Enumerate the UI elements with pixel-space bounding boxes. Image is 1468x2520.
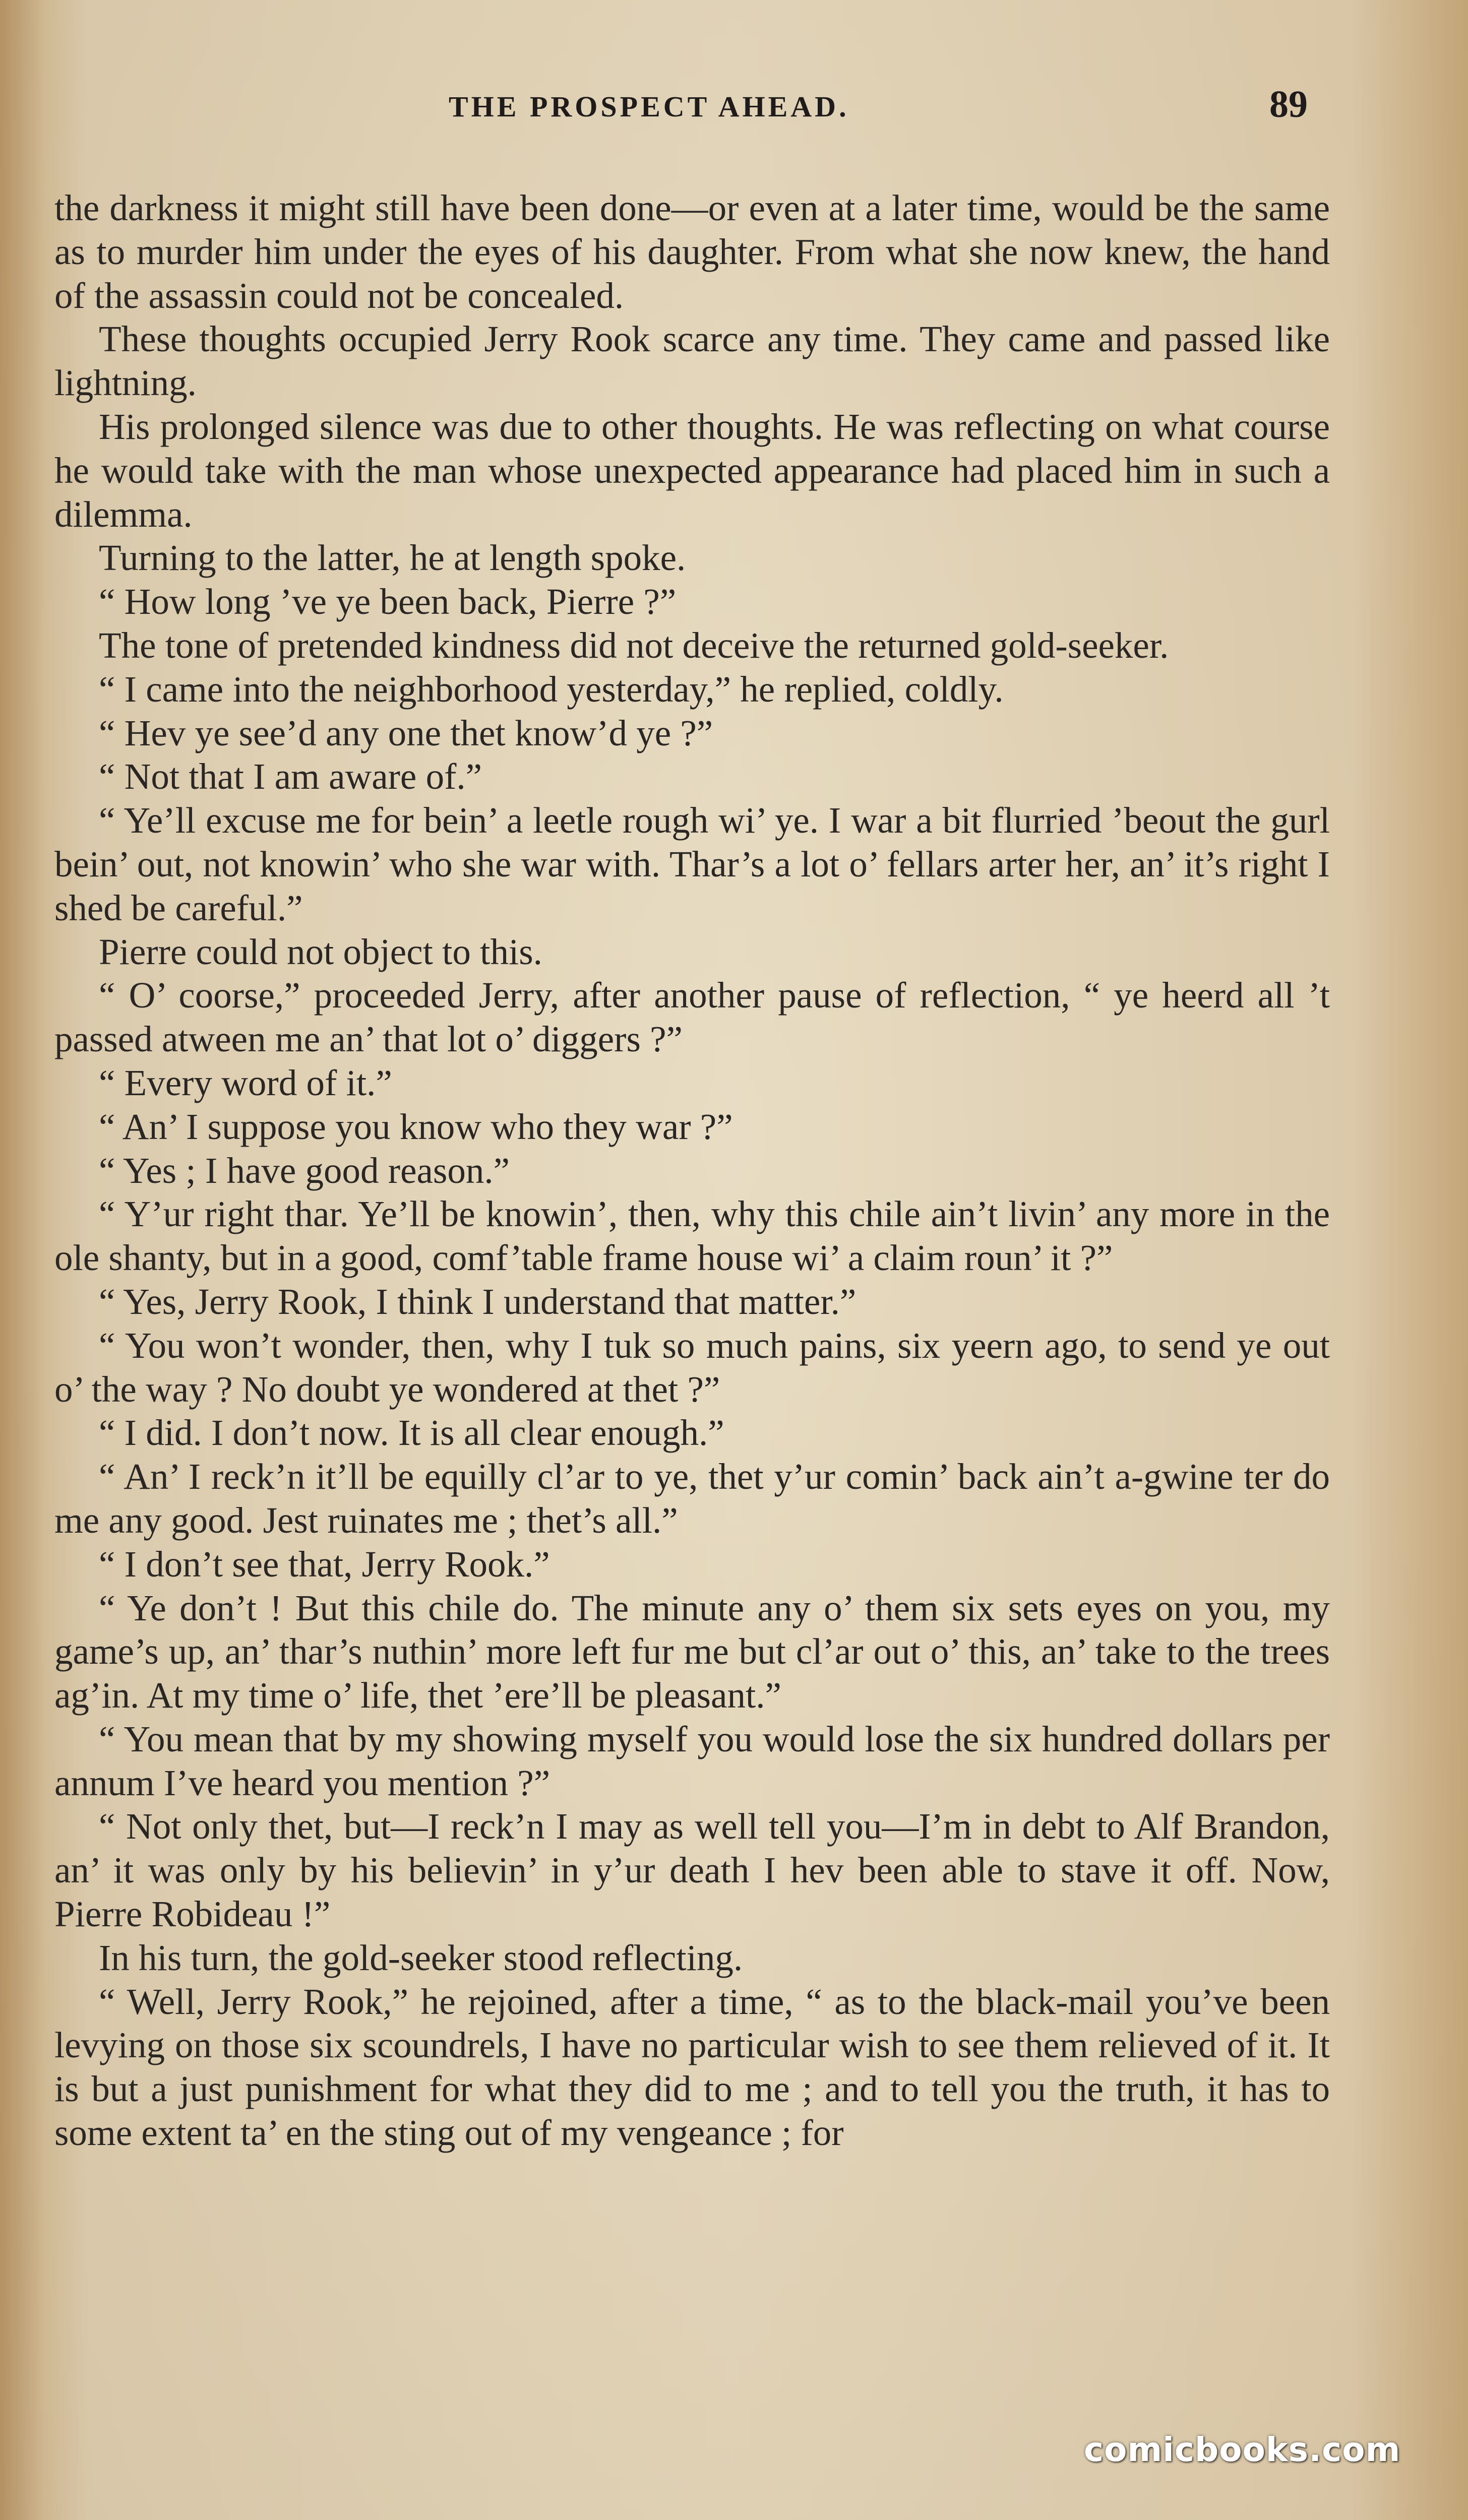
watermark-logo: comicbooks.com	[1084, 2430, 1401, 2469]
paragraph: “ I came into the neighborhood yesterday,” he replied, coldly.	[99, 668, 1004, 710]
paragraph: “ Ye don’t ! But this chile do. The minute any o’ them six sets eyes on you, my game’s up, an’ thar’s nuthin’ more left fur me but cl’ar out o’ this, an’ take to the trees ag’in. At my time o’ life, thet ’ere’ll be pleasant.”	[54, 1587, 1330, 1716]
paragraph: “ Ye’ll excuse me for bein’ a leetle rough wi’ ye. I war a bit flurried ’beout the gurl bein’ out, not knowin’ who she war with. Thar’s a lot o’ fellars arter her, an’ it’s right I shed be careful.”	[54, 800, 1330, 928]
body-text	[54, 186, 1330, 2155]
paragraph: “ Well, Jerry Rook,” he rejoined, after a time, “ as to the black-mail you’ve been levying on those six scoundrels, I have no particular wish to see them relieved of it. It is but a just punishment for what they did to me ; and to tell you the truth, it has to some extent ta’ en the sting out of my vengeance ; for	[54, 1981, 1330, 2154]
paragraph: “ I don’t see that, Jerry Rook.”	[99, 1543, 550, 1585]
paragraph: “ How long ’ve ye been back, Pierre ?”	[99, 581, 677, 622]
paragraph: “ Yes ; I have good reason.”	[99, 1150, 510, 1191]
page-edge-shadow	[0, 0, 45, 2520]
paragraph: His prolonged silence was due to other thoughts. He was reflecting on what course he would take with the man whose unexpected appearance had placed him in such a dilemma.	[54, 406, 1330, 535]
paragraph: “ An’ I suppose you know who they war ?”	[99, 1106, 733, 1147]
paragraph: “ O’ coorse,” proceeded Jerry, after another pause of reflection, “ ye heerd all ’t passed atween me an’ that lot o’ diggers ?”	[54, 975, 1330, 1060]
paragraph: the darkness it might still have been done—or even at a later time, would be the same as to murder him under the eyes of his daughter. From what she now knew, the hand of the assassin could not be concealed.	[54, 187, 1330, 316]
paragraph: “ An’ I reck’n it’ll be equilly cl’ar to ye, thet y’ur comin’ back ain’t a-gwine ter do me any good. Jest ruinates me ; thet’s all.”	[54, 1456, 1330, 1541]
paragraph: “ Yes, Jerry Rook, I think I understand that matter.”	[99, 1281, 857, 1322]
paragraph: “ Y’ur right thar. Ye’ll be knowin’, then, why this chile ain’t livin’ any more in the ole shanty, but in a good, comf’table frame house wi’ a claim roun’ it ?”	[54, 1193, 1330, 1279]
paragraph: In his turn, the gold-seeker stood reflecting.	[99, 1937, 743, 1978]
running-head	[0, 83, 1468, 135]
running-title: THE PROSPECT AHEAD.	[449, 90, 849, 123]
paragraph: “ Not that I am aware of.”	[99, 756, 482, 797]
paragraph: The tone of pretended kindness did not deceive the returned gold-seeker.	[99, 624, 1169, 666]
paragraph: “ You mean that by my showing myself you would lose the six hundred dollars per annum I’ve heard you mention ?”	[54, 1718, 1330, 1803]
paragraph: “ Every word of it.”	[99, 1062, 392, 1103]
paragraph: “ Hev ye see’d any one thet know’d ye ?”	[99, 712, 713, 753]
paragraph: “ Not only thet, but—I reck’n I may as well tell you—I’m in debt to Alf Brandon, an’ it was only by his believin’ in y’ur death I hev been able to stave it off. Now, Pierre Robideau !”	[54, 1806, 1330, 1935]
paragraph: “ You won’t wonder, then, why I tuk so much pains, six yeern ago, to send ye out o’ the way ? No doubt ye wondered at thet ?”	[54, 1325, 1330, 1410]
paragraph: “ I did. I don’t now. It is all clear enough.”	[99, 1412, 724, 1454]
page-number: 89	[1269, 83, 1308, 125]
paragraph: Pierre could not object to this.	[99, 931, 542, 972]
paragraph: These thoughts occupied Jerry Rook scarce any time. They came and passed like lightning.	[54, 319, 1330, 404]
paragraph: Turning to the latter, he at length spoke.	[99, 537, 686, 579]
